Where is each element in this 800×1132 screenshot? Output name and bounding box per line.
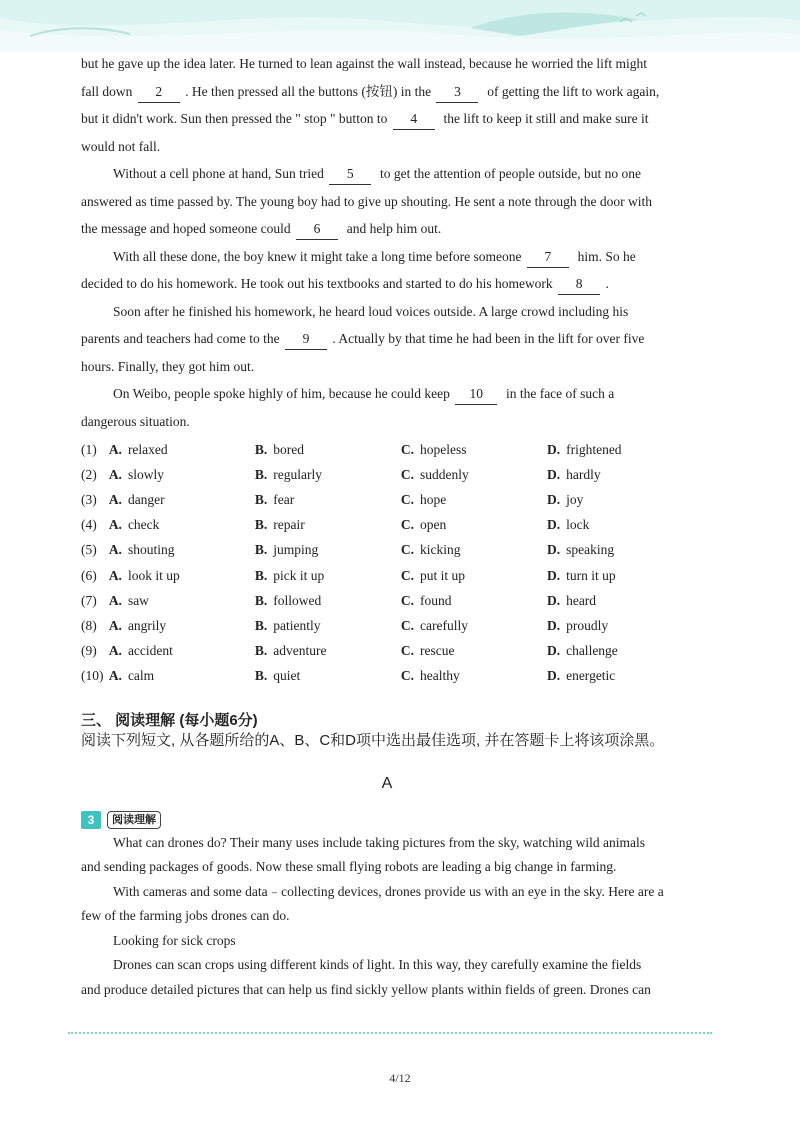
option-letter: D. — [546, 668, 561, 684]
cloze-line — [81, 105, 693, 133]
option-c[interactable] — [401, 593, 547, 609]
cloze-text: and help him out. — [339, 221, 442, 236]
option-letter: C. — [400, 517, 415, 533]
option-letter: A. — [108, 592, 122, 608]
option-text: healthy — [420, 668, 460, 684]
question-number: (7) — [81, 592, 97, 608]
option-text: pick it up — [273, 567, 325, 583]
option-text: jumping — [273, 542, 319, 558]
page-number: 4/12 — [389, 1071, 411, 1085]
blank-3: 3 — [436, 82, 478, 103]
option-text: look it up — [127, 567, 180, 583]
cloze-text: of getting the lift to work again, — [480, 83, 660, 99]
option-letter: C. — [400, 617, 415, 633]
question-type-badge: 阅读理解 — [107, 811, 161, 829]
option-letter: C. — [400, 643, 415, 659]
option-row — [81, 588, 693, 613]
blank-6: 6 — [296, 219, 338, 240]
option-b[interactable] — [255, 492, 401, 508]
cloze-text: the message and hoped someone could — [81, 221, 294, 236]
option-letter: B. — [254, 567, 268, 583]
cloze-text: the lift to keep it still and make sure it — [436, 111, 649, 126]
option-c[interactable] — [401, 517, 547, 533]
option-letter: D. — [546, 542, 561, 558]
option-text: adventure — [273, 643, 327, 659]
option-letter: A. — [108, 517, 122, 533]
cloze-line — [81, 270, 693, 298]
question-number-badge: 3 — [81, 811, 101, 829]
option-d[interactable] — [547, 668, 693, 684]
option-letter: B. — [254, 617, 268, 633]
passage-line: Drones can scan crops using different kinds of light. In this way, they carefully examine the fields — [113, 957, 642, 973]
option-text: joy — [566, 491, 584, 507]
option-row — [81, 437, 693, 462]
question-number: (9) — [81, 643, 97, 659]
cloze-line — [81, 133, 693, 161]
option-text: found — [420, 592, 452, 608]
cloze-text: Without a cell phone at hand, Sun tried — [113, 166, 328, 181]
option-d[interactable] — [547, 643, 693, 659]
option-b[interactable] — [255, 568, 401, 584]
option-c[interactable] — [401, 492, 547, 508]
option-text: speaking — [566, 542, 615, 558]
option-c[interactable] — [401, 618, 547, 634]
blank-4: 4 — [393, 109, 435, 130]
option-a[interactable] — [109, 542, 255, 558]
page-content — [81, 50, 693, 1002]
option-letter: A. — [108, 542, 122, 558]
option-text: slowly — [127, 466, 164, 482]
cloze-text: in the face of such a — [499, 386, 615, 401]
question-number: (1) — [81, 441, 97, 457]
option-a[interactable] — [109, 568, 255, 584]
cloze-line — [81, 325, 693, 353]
option-letter: C. — [400, 466, 415, 482]
cloze-text: . Actually by that time he had been in the lift for over five — [329, 331, 645, 346]
header-decoration — [0, 0, 800, 52]
option-letter: A. — [108, 491, 122, 507]
option-a[interactable] — [109, 593, 255, 609]
footer-divider — [68, 1032, 712, 1034]
option-letter: B. — [254, 466, 268, 482]
cloze-line — [81, 408, 693, 436]
cloze-line — [81, 380, 693, 408]
cloze-text: decided to do his homework. He took out his textbooks and started to do his homework — [81, 276, 557, 291]
option-letter: B. — [254, 643, 268, 659]
passage-line: few of the farming jobs drones can do. — [81, 908, 290, 924]
option-text: put it up — [420, 567, 466, 583]
option-letter: B. — [254, 441, 268, 457]
option-letter: D. — [546, 491, 561, 507]
option-c[interactable] — [401, 668, 547, 684]
option-b[interactable] — [255, 668, 401, 684]
option-text: open — [420, 517, 447, 533]
option-letter: A. — [108, 466, 122, 482]
cloze-text: With all these done, the boy knew it might take a long time before someone — [113, 248, 525, 264]
cloze-text: but it didn't work. Sun then pressed the " stop " button to — [81, 111, 391, 126]
option-a[interactable] — [109, 618, 255, 634]
blank-2: 2 — [138, 82, 180, 103]
option-letter: A. — [108, 567, 122, 583]
option-d[interactable] — [547, 568, 693, 584]
option-a[interactable] — [109, 643, 255, 659]
option-letter: A. — [108, 441, 122, 457]
passage-line: Looking for sick crops — [113, 932, 236, 948]
option-text: relaxed — [127, 441, 168, 457]
passage-letter: A — [381, 774, 393, 792]
option-letter: D. — [546, 567, 561, 583]
option-text: energetic — [566, 668, 616, 684]
passage-line: and produce detailed pictures that can help us find sickly yellow plants within fields of green. Drones can — [81, 981, 651, 997]
cloze-line — [81, 50, 693, 78]
cloze-line — [81, 78, 693, 106]
option-letter: D. — [546, 441, 561, 457]
option-text: fear — [273, 491, 295, 507]
option-letter: D. — [546, 617, 561, 633]
blank-8: 8 — [558, 274, 600, 295]
option-text: kicking — [420, 542, 461, 558]
question-number: (10) — [81, 668, 104, 684]
option-text: turn it up — [566, 567, 616, 583]
option-letter: C. — [400, 567, 415, 583]
cloze-text: to get the attention of people outside, but no one — [373, 166, 641, 181]
cloze-text: him. So he — [570, 248, 636, 264]
question-number: (2) — [81, 466, 97, 482]
option-row — [81, 639, 693, 664]
cloze-line — [81, 215, 693, 243]
option-letter: A. — [108, 643, 122, 659]
option-a[interactable] — [109, 668, 255, 684]
option-row — [81, 613, 693, 638]
option-text: calm — [127, 668, 155, 684]
option-text: saw — [127, 592, 149, 608]
option-text: check — [127, 517, 160, 533]
option-b[interactable] — [255, 542, 401, 558]
option-text: proudly — [566, 617, 609, 633]
option-row — [81, 664, 693, 689]
cloze-text: On Weibo, people spoke highly of him, because he could keep — [113, 386, 454, 401]
option-b[interactable] — [255, 442, 401, 458]
option-text: bored — [273, 441, 304, 457]
option-b[interactable] — [255, 643, 401, 659]
option-letter: D. — [546, 643, 561, 659]
option-letter: D. — [546, 592, 561, 608]
option-a[interactable] — [109, 517, 255, 533]
option-text: repair — [273, 517, 305, 533]
option-text: followed — [273, 592, 322, 608]
cloze-text: dangerous situation. — [81, 413, 190, 429]
option-letter: B. — [254, 592, 268, 608]
section-instruction: 阅读下列短文, 从各题所给的A、B、C和D项中选出最佳选项, 并在答题卡上将该项涂黑。 — [81, 731, 665, 749]
passage-line: and sending packages of goods. Now these small flying robots are leading a big change in farming. — [81, 859, 617, 875]
option-text: patiently — [273, 617, 321, 633]
option-text: challenge — [566, 643, 618, 659]
cloze-text: . He then pressed all the buttons (按钮) in the — [181, 83, 435, 99]
cloze-text: hours. Finally, they got him out. — [81, 358, 255, 374]
option-text: hope — [420, 491, 447, 507]
option-letter: B. — [254, 542, 268, 558]
option-text: hopeless — [420, 441, 467, 457]
option-d[interactable] — [547, 492, 693, 508]
option-b[interactable] — [255, 517, 401, 533]
cloze-passage — [81, 50, 693, 435]
cloze-line — [81, 298, 693, 326]
option-text: angrily — [127, 617, 167, 633]
option-c[interactable] — [401, 568, 547, 584]
blank-10: 10 — [455, 384, 497, 405]
cloze-text: parents and teachers had come to the — [81, 331, 284, 346]
question-badge-row — [81, 809, 693, 831]
option-text: heard — [566, 592, 597, 608]
section-title: 三、 阅读理解 (每小题6分) — [81, 711, 258, 729]
option-text: lock — [566, 517, 590, 533]
option-d[interactable] — [547, 442, 693, 458]
question-number: (3) — [81, 491, 97, 507]
option-a[interactable] — [109, 467, 255, 483]
question-number: (4) — [81, 517, 97, 533]
option-letter: B. — [254, 517, 268, 533]
cloze-text: . — [602, 276, 609, 291]
option-row — [81, 513, 693, 538]
option-letter: A. — [108, 617, 122, 633]
option-b[interactable] — [255, 618, 401, 634]
option-text: suddenly — [420, 466, 469, 482]
option-row — [81, 462, 693, 487]
option-letter: D. — [546, 466, 561, 482]
passage-line: With cameras and some data﹣collecting devices, drones provide us with an eye in the sky. Here are a — [113, 883, 664, 899]
option-c[interactable] — [401, 442, 547, 458]
option-row — [81, 563, 693, 588]
option-letter: C. — [400, 668, 415, 684]
option-letter: B. — [254, 668, 268, 684]
cloze-line — [81, 160, 693, 188]
option-text: rescue — [420, 643, 455, 659]
option-letter: C. — [400, 491, 415, 507]
option-letter: B. — [254, 491, 268, 507]
cloze-text: but he gave up the idea later. He turned to lean against the wall instead, because he worried the lift might — [81, 56, 648, 71]
option-letter: D. — [546, 517, 561, 533]
blank-5: 5 — [329, 164, 371, 185]
option-d[interactable] — [547, 542, 693, 558]
option-text: hardly — [566, 466, 601, 482]
option-letter: C. — [400, 441, 415, 457]
cloze-text: fall down — [81, 83, 136, 99]
cloze-text: Soon after he finished his homework, he heard loud voices outside. A large crowd including his — [113, 303, 629, 319]
option-b[interactable] — [255, 593, 401, 609]
passage-line: What can drones do? Their many uses include taking pictures from the sky, watching wild animals — [113, 834, 645, 850]
option-c[interactable] — [401, 643, 547, 659]
option-a[interactable] — [109, 492, 255, 508]
cloze-line — [81, 353, 693, 381]
cloze-line — [81, 188, 693, 216]
cloze-line — [81, 243, 693, 271]
option-text: accident — [127, 643, 173, 659]
option-d[interactable] — [547, 467, 693, 483]
option-text: shouting — [127, 542, 175, 558]
option-b[interactable] — [255, 467, 401, 483]
option-text: frightened — [566, 441, 622, 457]
option-c[interactable] — [401, 542, 547, 558]
option-text: quiet — [273, 668, 301, 684]
option-text: carefully — [420, 617, 468, 633]
question-number: (6) — [81, 567, 97, 583]
cloze-text: answered as time passed by. The young boy had to give up shouting. He sent a note through the door with — [81, 193, 653, 209]
reading-passage — [81, 831, 693, 1003]
blank-7: 7 — [527, 247, 569, 268]
cloze-text: would not fall. — [81, 138, 161, 154]
option-letter: C. — [400, 592, 415, 608]
option-row — [81, 487, 693, 512]
option-letter: C. — [400, 542, 415, 558]
option-d[interactable] — [547, 618, 693, 634]
question-number: (8) — [81, 617, 97, 633]
options-table — [81, 437, 693, 689]
header-wave-art — [0, 0, 800, 52]
option-d[interactable] — [547, 517, 693, 533]
question-number: (5) — [81, 542, 97, 558]
option-a[interactable] — [109, 442, 255, 458]
option-text: danger — [127, 491, 165, 507]
option-row — [81, 538, 693, 563]
option-d[interactable] — [547, 593, 693, 609]
option-text: regularly — [273, 466, 322, 482]
option-letter: A. — [108, 668, 122, 684]
option-c[interactable] — [401, 467, 547, 483]
blank-9: 9 — [285, 329, 327, 350]
